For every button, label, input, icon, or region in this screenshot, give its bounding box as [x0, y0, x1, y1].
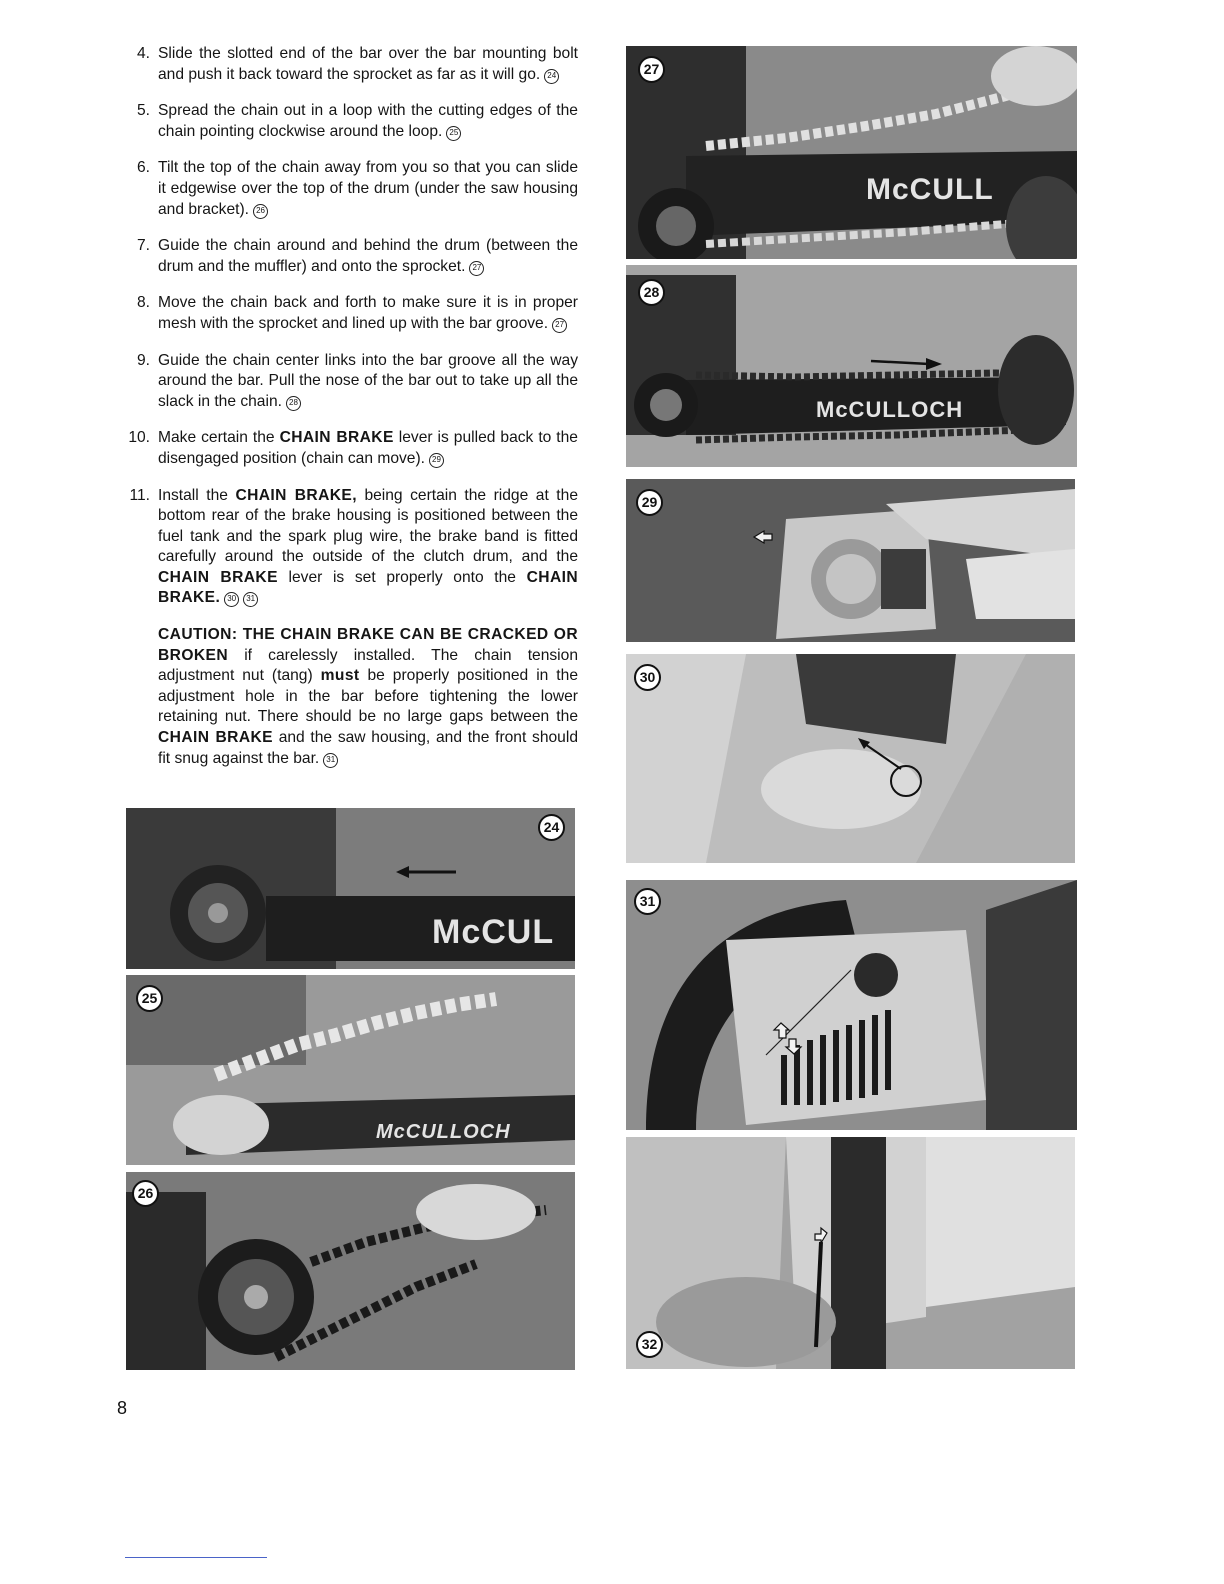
step-4	[120, 44, 578, 85]
figure-32-photo	[626, 1137, 1075, 1369]
chain-brake-term: CHAIN BRAKE	[158, 568, 278, 586]
figure-32-illustration	[626, 1137, 1075, 1369]
step-number: 7.	[136, 237, 150, 255]
step-text: Slide the slotted end of the bar over the bar mounting bolt and push it back toward the sprocket as far as it will go.	[158, 45, 578, 83]
figure-reference: 30	[224, 592, 239, 607]
figure-reference: 24	[544, 69, 559, 84]
instruction-column	[120, 44, 578, 769]
step-number: 10.	[128, 429, 150, 447]
step-text: Tilt the top of the chain away from you so that you can slide it edgewise over the top of the drum (under the saw housing and bracket).	[158, 159, 578, 218]
figure-reference: 28	[286, 396, 301, 411]
figure-28-illustration	[626, 265, 1077, 467]
footer-rule	[125, 1557, 267, 1558]
caution-text: and the saw housing, and the front should fit snug against the bar.	[158, 729, 578, 767]
figure-reference: 27	[552, 318, 567, 333]
chain-brake-term: CHAIN BRAKE.	[158, 568, 579, 607]
figure-reference: 25	[446, 126, 461, 141]
caution-emphasis: must	[320, 667, 360, 685]
figure-24-photo	[126, 808, 575, 969]
page-number: 8	[117, 1398, 128, 1418]
figure-reference: 31	[243, 592, 258, 607]
step-text: Move the chain back and forth to make sure it is in proper mesh with the sprocket and lined up with the bar groove.	[158, 294, 578, 332]
figure-label-31: 31	[634, 888, 661, 915]
figure-28-photo	[626, 265, 1077, 467]
figure-31-illustration	[626, 880, 1077, 1130]
step-number: 5.	[136, 102, 150, 120]
bar-brand-text: McCULLOCH	[816, 397, 964, 422]
step-number: 9.	[136, 351, 150, 369]
step-11	[120, 486, 578, 610]
step-text: lever is pulled back to the disengaged position (chain can move).	[158, 429, 578, 467]
figure-27-photo	[626, 46, 1077, 259]
figure-24-illustration	[126, 808, 575, 969]
bar-brand-text: McCUL	[432, 913, 555, 951]
figure-26-illustration	[126, 1172, 575, 1370]
figure-label-25: 25	[136, 985, 163, 1012]
figure-reference: 26	[253, 204, 268, 219]
caution-text: if carelessly installed. The chain tension adjustment nut (tang)	[158, 646, 578, 685]
figure-29-illustration	[626, 479, 1075, 642]
step-text: Guide the chain center links into the bar groove all the way around the bar. Pull the nose of the bar out to take up all the slack in the chain.	[158, 351, 578, 410]
caution-note	[120, 625, 578, 769]
figure-label-24: 24	[538, 814, 565, 841]
step-number: 4.	[136, 45, 150, 62]
figure-30-photo	[626, 654, 1075, 863]
chain-brake-term: CHAIN BRAKE	[279, 429, 394, 447]
step-text: lever is set properly onto the	[288, 568, 516, 586]
figure-label-26: 26	[132, 1180, 159, 1207]
figure-27-illustration	[626, 46, 1077, 259]
figure-29-photo	[626, 479, 1075, 642]
step-text: being certain the ridge at the bottom rear of the brake housing is positioned between the fuel tank and the spark plug wire, the brake band is fitted carefully around the outside of the clutch drum, and the	[158, 486, 578, 566]
caution-text: be properly positioned in the adjustment hole in the bar before tightening the lower retaining nut. There should be no large gaps between the	[158, 667, 578, 726]
step-text: Guide the chain around and behind the drum (between the drum and the muffler) and onto the sprocket.	[158, 237, 578, 275]
step-7	[120, 236, 578, 277]
figure-label-32: 32	[636, 1331, 663, 1358]
step-number: 8.	[136, 294, 150, 312]
figure-label-30: 30	[634, 664, 661, 691]
figure-reference: 31	[323, 753, 338, 768]
figure-25-illustration	[126, 975, 575, 1165]
chain-brake-term: CHAIN BRAKE,	[235, 486, 357, 504]
figure-label-28: 28	[638, 279, 665, 306]
figure-reference: 29	[429, 453, 444, 468]
step-6	[120, 158, 578, 220]
step-5	[120, 101, 578, 142]
chain-brake-term: CHAIN BRAKE	[158, 729, 273, 747]
figure-30-illustration	[626, 654, 1075, 863]
bar-brand-text: McCULLOCH	[376, 1121, 511, 1143]
step-text: Install the	[158, 486, 228, 504]
step-10	[120, 428, 578, 469]
figure-label-27: 27	[638, 56, 665, 83]
figure-label-29: 29	[636, 489, 663, 516]
step-text: Make certain the	[158, 429, 275, 447]
figure-reference: 27	[469, 261, 484, 276]
step-number: 6.	[136, 159, 150, 177]
figure-26-photo	[126, 1172, 575, 1370]
caution-heading: CAUTION: THE CHAIN BRAKE CAN BE CRACKED OR BROKEN	[158, 626, 578, 664]
step-8	[120, 293, 578, 334]
step-text: Spread the chain out in a loop with the cutting edges of the chain pointing clockwise around the loop.	[158, 102, 578, 140]
figure-31-photo	[626, 880, 1077, 1130]
bar-brand-text: McCULL	[866, 173, 994, 206]
step-number: 11.	[129, 486, 150, 504]
figure-25-photo	[126, 975, 575, 1165]
step-9	[120, 351, 578, 413]
